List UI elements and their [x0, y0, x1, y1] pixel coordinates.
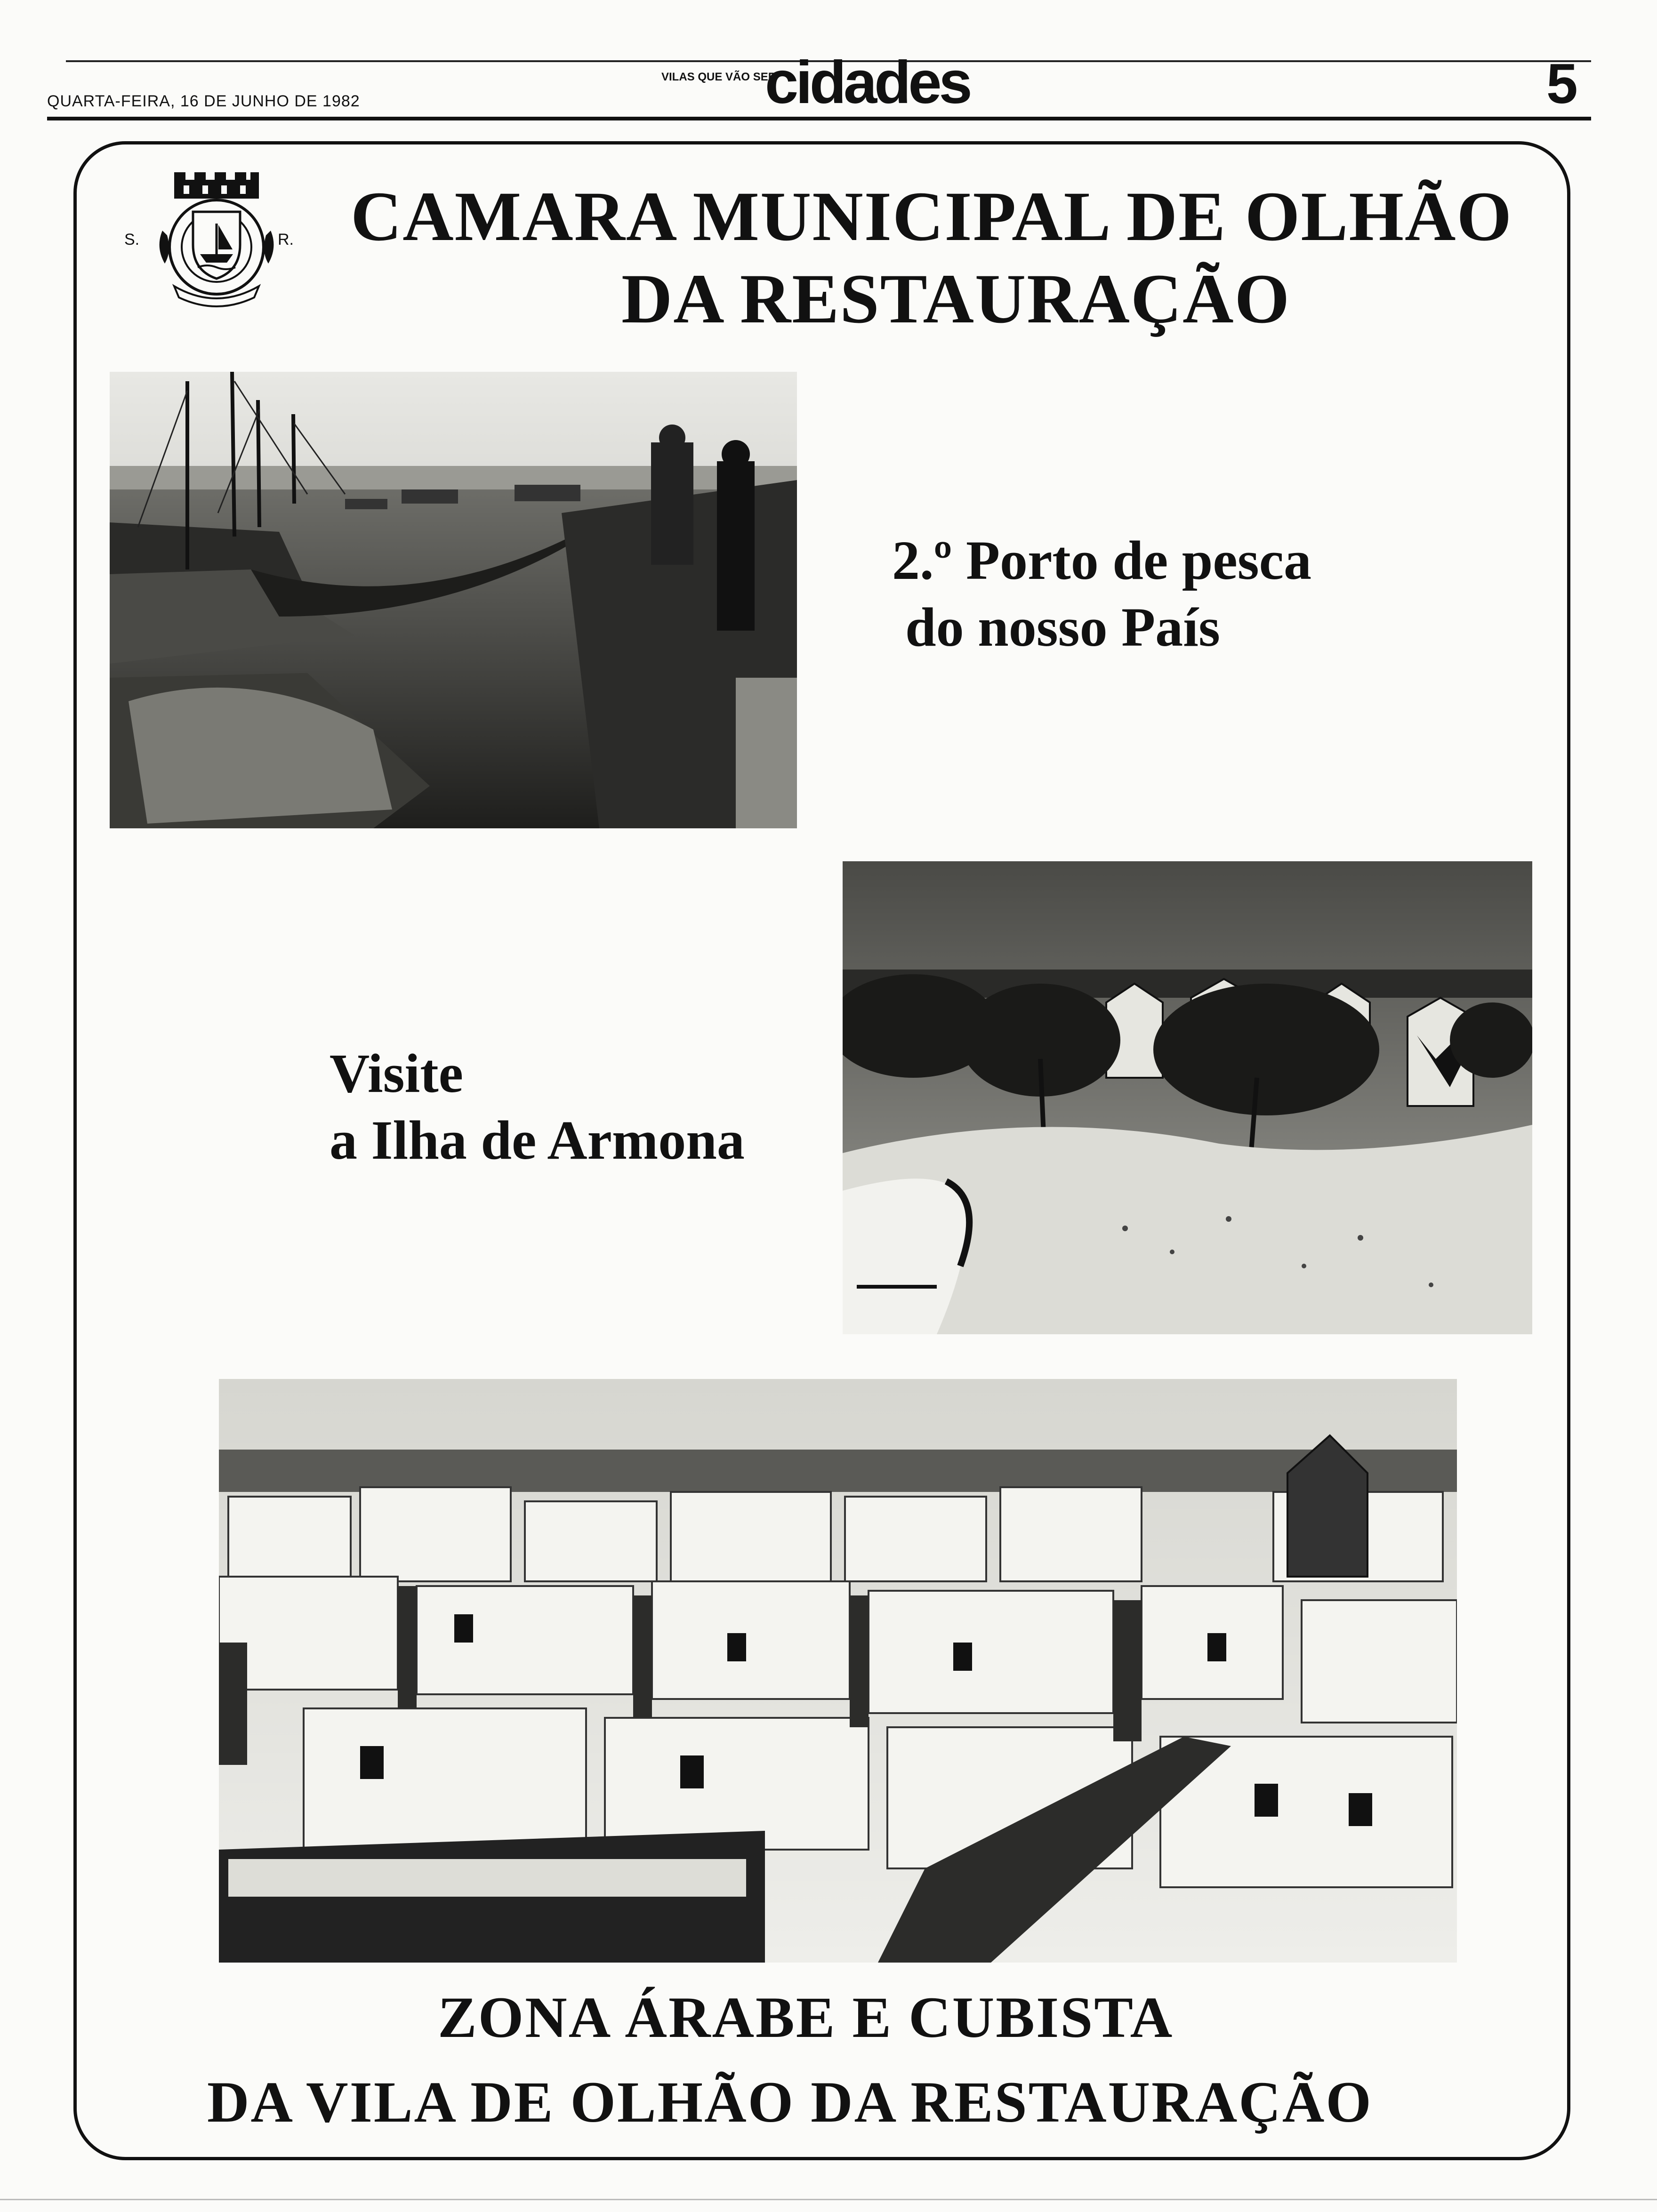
ad-title-line-2: DA RESTAURAÇÃO [621, 260, 1291, 338]
armona-island-caption [330, 1040, 745, 1173]
fishing-port-caption-line-2: do nosso País [905, 596, 1220, 658]
zone-caption-line-1: ZONA ÁRABE E CUBISTA [438, 1985, 1174, 2050]
fishing-port-caption [892, 527, 1311, 660]
ad-title-line-1: CAMARA MUNICIPAL DE OLHÃO [351, 177, 1513, 256]
crest-letter-right: R. [278, 231, 294, 248]
crest-letter-left: S. [124, 231, 140, 248]
scan-edge-rule [0, 2199, 1657, 2200]
municipal-crest [118, 169, 315, 311]
issue-date: QUARTA-FEIRA, 16 DE JUNHO DE 1982 [47, 92, 360, 110]
armona-island-caption-line-1: Visite [330, 1042, 463, 1104]
section-kicker: VILAS QUE VÃO SER [661, 71, 777, 83]
armona-island-photo [843, 861, 1532, 1334]
header-bottom-rule [47, 117, 1591, 120]
fishing-harbour-photo [110, 372, 797, 828]
zone-caption-line-2: DA VILA DE OLHÃO DA RESTAURAÇÃO [207, 2070, 1373, 2134]
armona-island-caption-line-2: a Ilha de Armona [330, 1109, 745, 1171]
masthead-logo: cidades [765, 49, 970, 116]
page-number: 5 [1546, 52, 1578, 115]
fishing-port-caption-line-1: 2.º Porto de pesca [892, 529, 1311, 591]
cubist-town-photo [219, 1379, 1457, 1963]
